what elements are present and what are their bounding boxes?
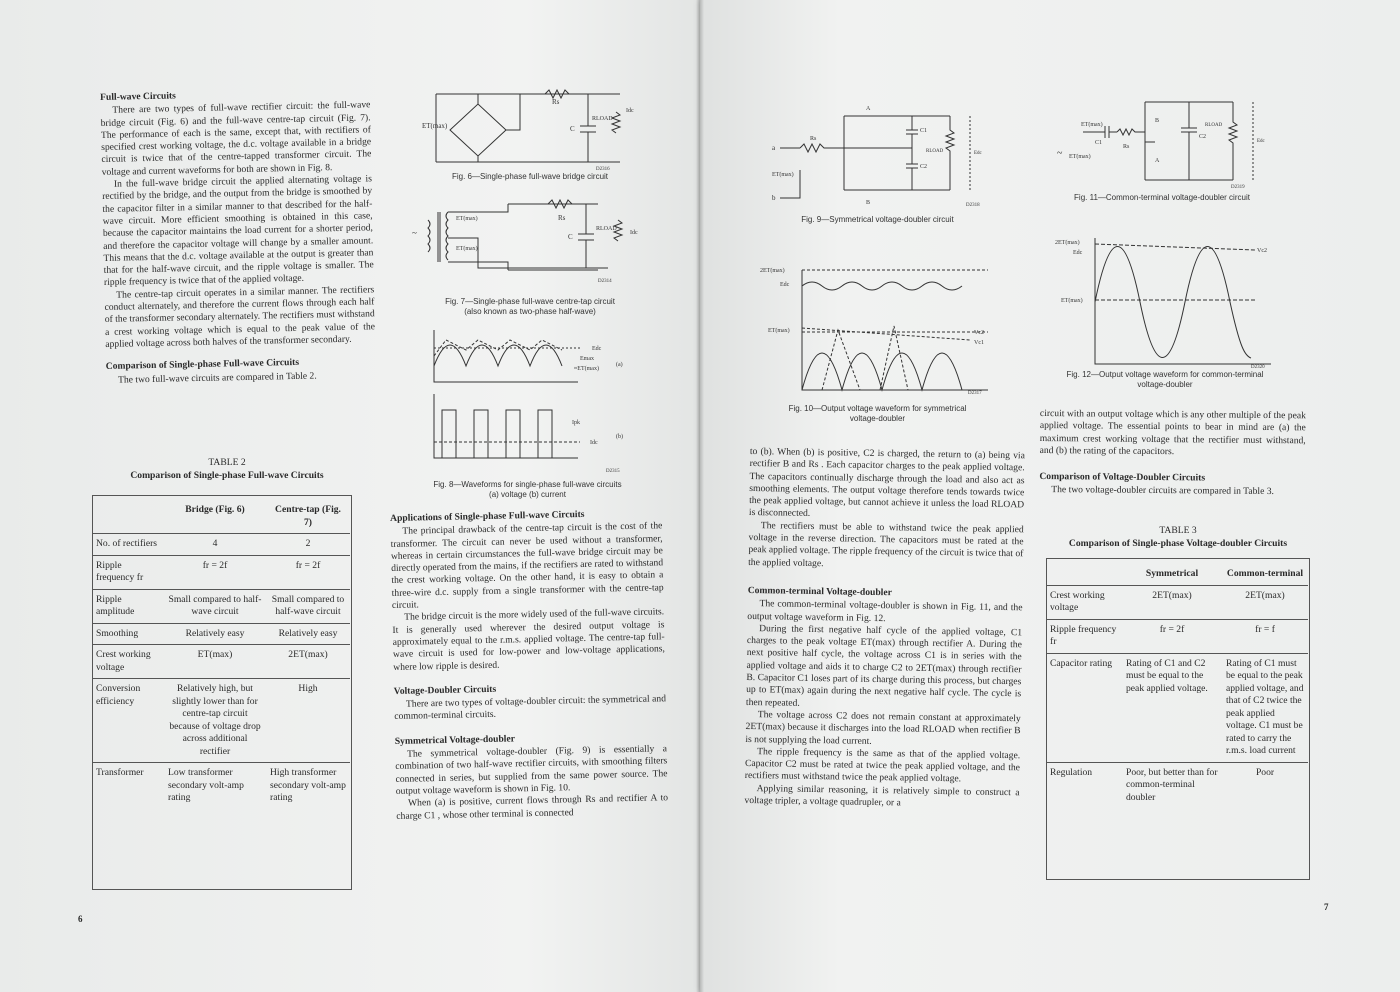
table-row: [1046, 762, 1308, 808]
fig6-idc-label: Idc: [626, 108, 634, 114]
paragraph: In the full-wave bridge circuit the applied alternating voltage is rectified by the bridge, and the output from the bridge is smoothed by the capacitor filter in a similar manner to that described for the half-wave circuit. More efficient smoothing is obtained in this case, because the capacitor maintains the load current for a shorter period, and therefore the capacitor voltage will change by a smaller amount. This means that the d.c. voltage available at the output is greater than that for the half-wave circuit, and the ripple voltage is smaller. The ripple frequency is twice that of the applied voltage.: [102, 173, 374, 289]
paragraph: During the first negative half cycle of the applied voltage, C1 charges to the peak voltage ET(max) through rectifier A. During the next positive half cycle, the voltage across C1 is in series with the applied voltage and aids it to charge C2 to 2ET(max) through rectifier B. Capacitor C1 loses part of its charge during this process, but charges up to ET(max) again during the next negative half cycle. The cycle is then repeated.: [745, 623, 1023, 709]
fig7-rload-label: RLOAD: [596, 226, 617, 232]
fig10-2et-label: 2ET(max): [760, 268, 785, 274]
fig8-eqet-label: ≈ET(max): [574, 366, 599, 372]
table-cell: No. of rectifiers: [92, 534, 164, 556]
caption-line: (a) voltage (b) current: [489, 489, 566, 499]
fig12-diagram: [1055, 230, 1280, 370]
fig10-et-label: ET(max): [768, 328, 790, 334]
table-number: TABLE 3: [1159, 525, 1197, 536]
fig9-a-label: a: [772, 144, 776, 152]
caption-line: voltage-doubler: [849, 413, 906, 423]
fig12-edc-label: Edc: [1073, 250, 1083, 256]
fig7-et1-label: ET(max): [456, 216, 478, 222]
fig9-rb-label: B: [866, 200, 871, 206]
paragraph: circuit with an output voltage which is any other multiple of the peak applied voltage. The essential points to bear in mind are (a) the maximum crest working voltage that the rectifier must withstand, and (b) the rating of the capacitors.: [1039, 408, 1306, 458]
common-heading: Common-terminal Voltage-doubler: [747, 584, 892, 599]
paragraph: The rectifiers must be able to withstand twice the peak applied voltage in the reverse direction. The capacitors must be rated at the peak applied voltage. The ripple frequency of the circuit is twice that of the applied voltage.: [748, 519, 1024, 569]
fig8-caption: [405, 480, 650, 499]
table-cell: Relatively easy: [266, 623, 350, 645]
fig8-a-label: (a): [616, 362, 623, 368]
table2: [92, 500, 350, 809]
table-cell: fr = 2f: [164, 555, 266, 589]
table-cell: High: [266, 679, 350, 763]
table-header: Symmetrical: [1122, 564, 1222, 585]
fig7-diagram: [408, 190, 648, 286]
table2-title: [92, 456, 362, 482]
table-row: [1046, 619, 1308, 653]
fig9-rload-label: RLOAD: [926, 149, 944, 154]
fig6-ref: D2316: [596, 167, 610, 172]
fig7-c-label: C: [568, 233, 573, 241]
fig6-rload-label: RLOAD: [592, 116, 613, 122]
fig11-caption: Fig. 11—Common-terminal voltage-doubler circuit: [1074, 193, 1250, 202]
table-cell: Smoothing: [92, 623, 164, 645]
fig8-edc-label: Edc: [592, 346, 602, 352]
table-cell: ET(max): [164, 645, 266, 679]
table-cell: Rating of C1 and C2 must be equal to the peak applied voltage.: [1122, 653, 1222, 762]
table3: [1046, 564, 1308, 808]
comparison-heading: Comparison of Single-phase Full-wave Circuits: [105, 357, 300, 373]
right-column-1: [744, 446, 1025, 812]
table-cell: Crest working voltage: [92, 645, 164, 679]
table-row: [92, 555, 350, 589]
paragraph: There are two types of full-wave rectifier circuit: the full-wave bridge circuit (Fig. 6) and the full-wave centre-tap circuit (Fig. 7). The performance of each is the same, except that, with rectifiers of specified crest working voltage, the d.c. voltage available in a bridge circuit is twice that of the centre-tapped transformer circuit. The voltage and current waveforms for both are shown in Fig. 8.: [100, 99, 372, 178]
table-number: TABLE 2: [208, 457, 246, 468]
fig7-ref: D2314: [598, 279, 612, 284]
fig8-b-label: (b): [616, 434, 623, 440]
fig12-vc2-label: Vc2: [1257, 248, 1267, 254]
paragraph: Applying similar reasoning, it is relatively simple to construct a voltage tripler, a voltage quadrupler, or a: [744, 782, 1020, 809]
fig11-edc-label: Edc: [1257, 139, 1265, 144]
fig11-ra-label: A: [1155, 158, 1160, 164]
table-cell: Ripple frequency fr: [1046, 619, 1122, 653]
table-cell: Capacitor rating: [1046, 653, 1122, 762]
caption-line: Fig. 12—Output voltage waveform for common-terminal: [1066, 370, 1264, 379]
table-row: [92, 679, 350, 763]
fig7-caption: [410, 297, 650, 316]
table-row: [1046, 585, 1308, 619]
fig12-et-label: ET(max): [1061, 298, 1083, 304]
table-cell: High transformer secondary volt-amp rating: [270, 767, 346, 803]
paragraph: The two full-wave circuits are compared in Table 2.: [117, 370, 317, 386]
table-cell: Low transformer secondary volt-amp rating: [168, 767, 244, 803]
table-cell: Poor, but better than for common-terminal doubler: [1126, 766, 1218, 803]
fig9-diagram: [770, 100, 995, 212]
table3-title: [1048, 524, 1308, 550]
fig9-et-label: ET(max): [772, 172, 794, 178]
paragraph: There are two types of voltage-doubler circuit: the symmetrical and common-terminal circuits.: [394, 693, 667, 723]
fig7-et2-label: ET(max): [456, 246, 478, 252]
paragraph: The centre-tap circuit operates in a similar manner. The rectifiers conduct alternately, and therefore the current flows through each half of the transformer secondary alternately. The rectifiers must withstand a crest working voltage which is equal to the peak value of the applied voltage across both halves of the transformer secondary.: [104, 284, 376, 350]
table-cell: Conversion efficiency: [92, 679, 164, 763]
fig7-rs-label: Rs: [558, 214, 566, 222]
left-column-1: [100, 86, 376, 386]
fig12-ref: D2320: [1251, 365, 1265, 370]
table-cell: fr = 2f: [1122, 619, 1222, 653]
fig9-ra-label: A: [866, 106, 871, 112]
table-cell: fr = 2f: [266, 555, 350, 589]
fig10-vc2-label: Vc2: [974, 330, 984, 336]
paragraph: The common-terminal voltage-doubler is shown in Fig. 11, and the output voltage waveform in Fig. 12.: [747, 598, 1023, 624]
table-cell: 2ET(max): [266, 645, 350, 679]
fig9-c1-label: C1: [920, 128, 928, 134]
table-cell: Small compared to half-wave circuit: [164, 589, 266, 623]
fig6-rs-label: Rs: [552, 98, 560, 106]
fig8-ref: D2315: [606, 469, 620, 474]
book-gutter: [696, 0, 704, 992]
fig10-ref: D2317: [968, 391, 982, 396]
fig11-rb-label: B: [1155, 118, 1160, 124]
table-header: Common-terminal: [1222, 564, 1308, 585]
right-column-2: [1039, 408, 1306, 499]
paragraph: The bridge circuit is the more widely used of the full-wave circuits. It is generally used wherever the desired output voltage is approximately equal to the r.m.s. applied voltage. The centre-tap full-wave circuit is used for low-power and low-voltage applications, where low ripple is desired.: [392, 606, 666, 673]
paragraph: The two voltage-doubler circuits are compared in Table 3.: [1051, 484, 1274, 498]
table-header: Centre-tap (Fig. 7): [266, 500, 350, 534]
fig10-vc1-label: Vc1: [974, 340, 984, 346]
fig12-caption: [1045, 370, 1285, 389]
table-subtitle: Comparison of Single-phase Full-wave Circuits: [130, 470, 324, 481]
page-number: 7: [1324, 902, 1329, 912]
fig6-diagram: [420, 82, 650, 174]
table-cell: Small compared to half-wave circuit: [266, 589, 350, 623]
applications-heading: Applications of Single-phase Full-wave Circuits: [390, 508, 585, 524]
paragraph: The ripple frequency is the same as that of the applied voltage. Capacitor C2 must be rated at twice the peak applied voltage, and the rectifiers must withstand twice the peak applied voltage.: [744, 745, 1021, 785]
caption-line: (also known as two-phase half-wave): [464, 306, 596, 316]
table-row: [92, 589, 350, 623]
fig10-caption: [770, 404, 985, 423]
fig9-caption: Fig. 9—Symmetrical voltage-doubler circuit: [801, 215, 954, 224]
svg-text:~: ~: [1057, 148, 1063, 159]
caption-line: voltage-doubler: [1137, 379, 1193, 389]
table-row: [92, 534, 350, 556]
table-cell: Relatively high, but slightly lower than for centre-tap circuit because of voltage drop across additional rectifier: [164, 679, 266, 763]
table-cell: Rating of C1 must be equal to the peak applied voltage, and that of C2 twice the peak applied voltage. C1 must be rated to carry the r.m.s. load current: [1222, 653, 1308, 762]
fig6-et-label: ET(max): [422, 122, 448, 130]
fig6-c-label: C: [570, 125, 575, 133]
table-cell: Ripple frequency fr: [92, 555, 164, 589]
fig11-rload-label: RLOAD: [1205, 123, 1223, 128]
table-cell: Regulation: [1050, 766, 1093, 778]
fig9-ref: D2318: [966, 203, 980, 208]
table-cell: 2: [266, 534, 350, 556]
fig11-ref: D2319: [1231, 185, 1245, 190]
fig9-b-label: b: [772, 194, 776, 202]
fig9-rs-label: Rs: [810, 136, 817, 142]
comparison-heading: Comparison of Voltage-Doubler Circuits: [1039, 471, 1206, 484]
table-cell: 2ET(max): [1222, 585, 1308, 619]
paragraph: The voltage across C2 does not remain constant at approximately 2ET(max) because it discharges into the load RLOAD when rectifier B is not supplying the load current.: [745, 709, 1021, 747]
table-cell: Ripple amplitude: [92, 589, 164, 623]
fig8-ipk-label: Ipk: [572, 420, 580, 426]
fullwave-heading: Full-wave Circuits: [100, 90, 176, 103]
fig11-et1-label: ET(max): [1081, 122, 1103, 128]
caption-line: Fig. 7—Single-phase full-wave centre-tap circuit: [445, 297, 615, 306]
fig10-diagram: [760, 256, 995, 396]
fig8-diagram: [430, 326, 650, 476]
fig8-emax-label: Emax: [580, 356, 594, 362]
fig9-c2-label: C2: [920, 164, 928, 170]
fig7-idc-label: Idc: [630, 230, 638, 236]
fig11-et2-label: ET(max): [1069, 154, 1091, 160]
table-cell: Crest working voltage: [1046, 585, 1122, 619]
table-cell: fr = f: [1222, 619, 1308, 653]
table-cell: Poor: [1255, 766, 1275, 778]
symmetrical-heading: Symmetrical Voltage-doubler: [394, 733, 516, 747]
table-header: Bridge (Fig. 6): [164, 500, 266, 534]
fig9-edc-label: Edc: [974, 151, 982, 156]
table-row: [92, 645, 350, 679]
table-cell: 2ET(max): [1122, 585, 1222, 619]
fig6-caption: Fig. 6—Single-phase full-wave bridge circuit: [451, 172, 609, 181]
table-row: [1046, 653, 1308, 762]
table-cell: Relatively easy: [164, 623, 266, 645]
fig11-c2-label: C2: [1199, 134, 1207, 140]
paragraph: to (b). When (b) is positive, C2 is charged, the return to (a) being via rectifier B and Rs . Each capacitor charges to the peak applied voltage. The capacitors continually discharge through the load and also act as smoothing elements. The output voltage therefore tends towards twice the peak applied voltage, but cannot achieve it unless the load RLOAD is disconnected.: [748, 446, 1025, 520]
doubler-heading: Voltage-Doubler Circuits: [393, 683, 497, 697]
caption-line: Fig. 10—Output voltage waveform for symmetrical: [788, 404, 967, 413]
paragraph: The principal drawback of the centre-tap circuit is the cost of the transformer. The circuit can never be used without a transformer, whereas in certain circumstances the full-wave bridge circuit may be directly operated from the mains, if the rectifiers are rated to withstand the crest working voltage. On the other hand, it is easy to obtain a three-wire d.c. supply from a single transformer with the centre-tap circuit.: [390, 520, 664, 612]
paragraph: The symmetrical voltage-doubler (Fig. 9) is essentially a combination of two half-wave rectifier circuits, with smoothing filters connected in series, but supplied from the same power source. The output voltage waveform is shown in Fig. 10.: [395, 743, 668, 797]
svg-text:~: ~: [412, 228, 417, 238]
table-cell: 4: [164, 534, 266, 556]
table-subtitle: Comparison of Single-phase Voltage-doubler Circuits: [1068, 538, 1288, 549]
page-number: 6: [78, 914, 83, 924]
left-column-2: [390, 507, 668, 822]
table-row: [92, 623, 350, 645]
table-row: [92, 763, 350, 809]
paragraph: When (a) is positive, current flows through Rs and rectifier A to charge C1 , whose other terminal is connected: [396, 792, 669, 822]
caption-line: Fig. 8—Waveforms for single-phase full-wave circuits: [433, 480, 622, 489]
right-page: [700, 0, 1400, 992]
table-cell: Transformer: [96, 767, 144, 778]
fig11-rs-label: Rs: [1123, 144, 1130, 150]
fig12-2et-label: 2ET(max): [1055, 240, 1080, 246]
fig11-c1-label: C1: [1095, 140, 1103, 146]
fig10-edc-label: Edc: [780, 282, 790, 288]
fig11-diagram: [1055, 96, 1275, 192]
fig8-idc-label: Idc: [590, 440, 598, 446]
